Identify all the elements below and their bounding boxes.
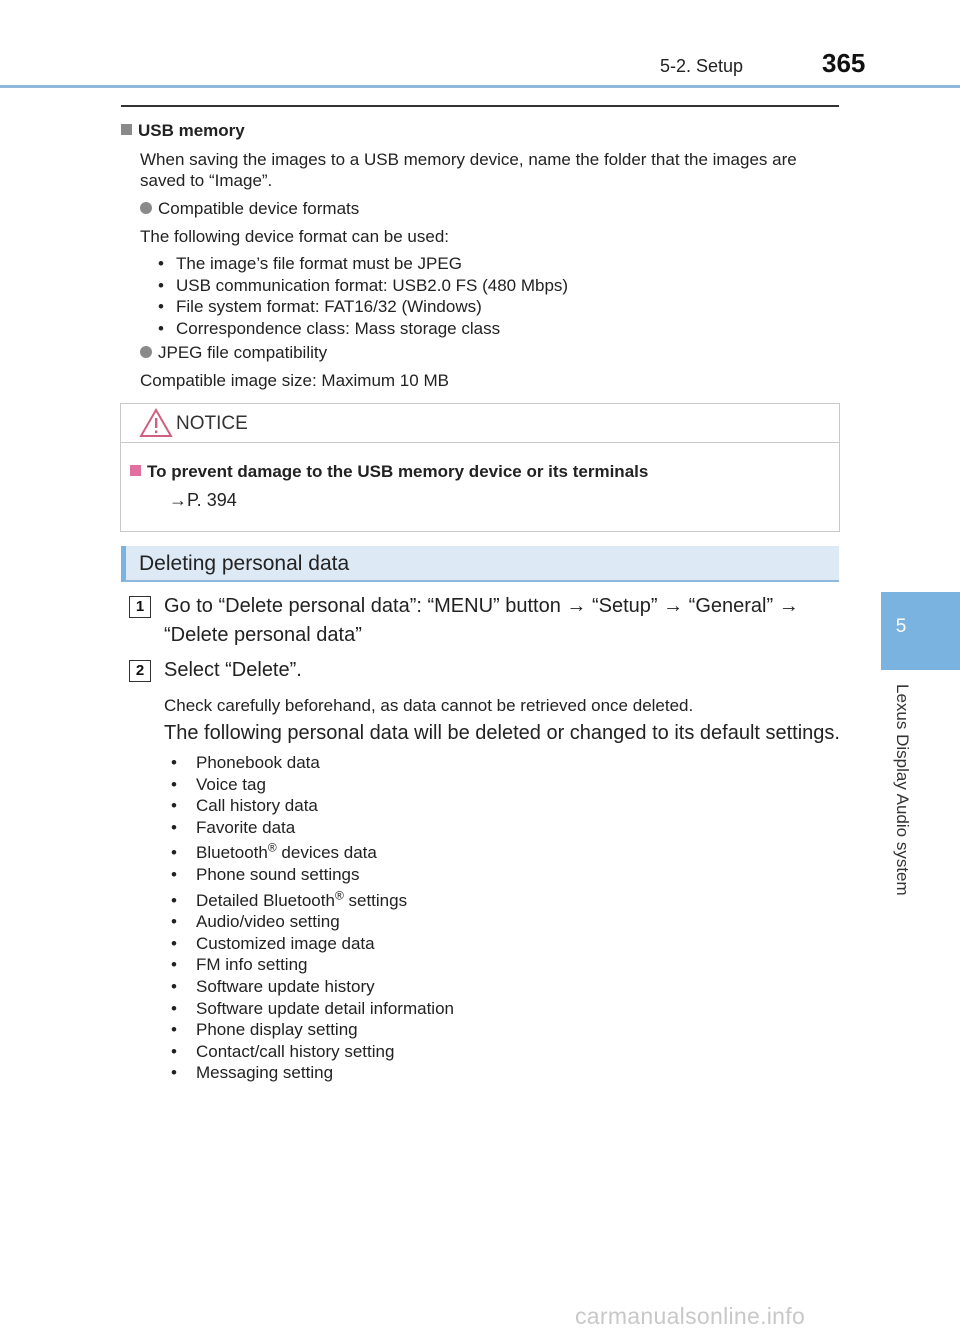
list-item: • FM info setting bbox=[171, 955, 308, 975]
list-item: • USB communication format: USB2.0 FS (480 Mbps) bbox=[158, 275, 569, 295]
list-item: • Software update detail information bbox=[171, 998, 454, 1018]
watermark: carmanualsonline.info bbox=[575, 1303, 806, 1329]
notice-box bbox=[120, 403, 840, 532]
list-item: • Bluetooth® devices data bbox=[171, 840, 377, 863]
usb-intro-line1: When saving the images to a USB memory device, name the folder that the images are bbox=[140, 150, 797, 169]
list-item: • Phone display setting bbox=[171, 1020, 358, 1040]
step-1-line1: Go to “Delete personal data”: “MENU” button → “Setup” → “General” → bbox=[164, 595, 799, 617]
square-bullet-icon bbox=[130, 465, 141, 476]
chapter-number: 5 bbox=[895, 616, 907, 637]
header-rule bbox=[0, 85, 960, 88]
section-header bbox=[121, 546, 839, 582]
formats-list bbox=[158, 253, 568, 339]
circle-bullet-icon bbox=[140, 202, 152, 214]
step-2-number: 2 bbox=[129, 660, 151, 682]
divider bbox=[121, 105, 839, 107]
header-section: 5-2. Setup bbox=[660, 56, 744, 76]
list-item: • Correspondence class: Mass storage class bbox=[158, 318, 501, 338]
personal-data-list bbox=[171, 752, 454, 1084]
page-number: 365 bbox=[822, 48, 866, 78]
jpeg-heading: JPEG file compatibility bbox=[140, 342, 327, 363]
list-item: • Audio/video setting bbox=[171, 912, 340, 932]
chapter-tab[interactable] bbox=[881, 592, 960, 670]
list-item: • Phonebook data bbox=[171, 753, 320, 772]
circle-bullet-icon bbox=[140, 346, 152, 358]
list-item: • Favorite data bbox=[171, 817, 296, 837]
warning-icon bbox=[139, 408, 173, 438]
jpeg-text: Compatible image size: Maximum 10 MB bbox=[140, 371, 449, 390]
step-1-number: 1 bbox=[129, 596, 151, 618]
formats-intro: The following device format can be used: bbox=[140, 227, 450, 246]
step-1-line2: “Delete personal data” bbox=[164, 624, 362, 646]
section-title: Deleting personal data bbox=[139, 552, 350, 575]
list-item: • Software update history bbox=[171, 976, 375, 996]
notice-header bbox=[121, 404, 839, 443]
step-2-text: Select “Delete”. bbox=[164, 659, 302, 681]
usb-memory-heading: USB memory bbox=[121, 121, 245, 141]
list-item: • The image’s file format must be JPEG bbox=[158, 254, 462, 273]
delete-intro: The following personal data will be deleted or changed to its default settings. bbox=[164, 722, 840, 744]
notice-title: NOTICE bbox=[176, 413, 248, 434]
list-item: • Detailed Bluetooth® settings bbox=[171, 887, 408, 910]
list-item: • File system format: FAT16/32 (Windows) bbox=[158, 297, 482, 316]
list-item: • Phone sound settings bbox=[171, 864, 360, 884]
formats-heading: Compatible device formats bbox=[140, 198, 359, 219]
square-bullet-icon bbox=[121, 124, 132, 135]
delete-note: Check carefully beforehand, as data cannot be retrieved once deleted. bbox=[164, 696, 694, 715]
chapter-title: Lexus Display Audio system bbox=[893, 684, 912, 896]
list-item: • Voice tag bbox=[171, 774, 266, 794]
list-item: • Contact/call history setting bbox=[171, 1041, 395, 1061]
list-item: • Call history data bbox=[171, 796, 318, 816]
notice-item: To prevent damage to the USB memory device or its terminals bbox=[130, 462, 648, 482]
usb-intro-line2: saved to “Image”. bbox=[140, 171, 273, 190]
list-item: • Messaging setting bbox=[171, 1063, 334, 1083]
list-item: • Customized image data bbox=[171, 933, 375, 953]
page-reference-link[interactable]: →P. 394 bbox=[169, 490, 237, 510]
